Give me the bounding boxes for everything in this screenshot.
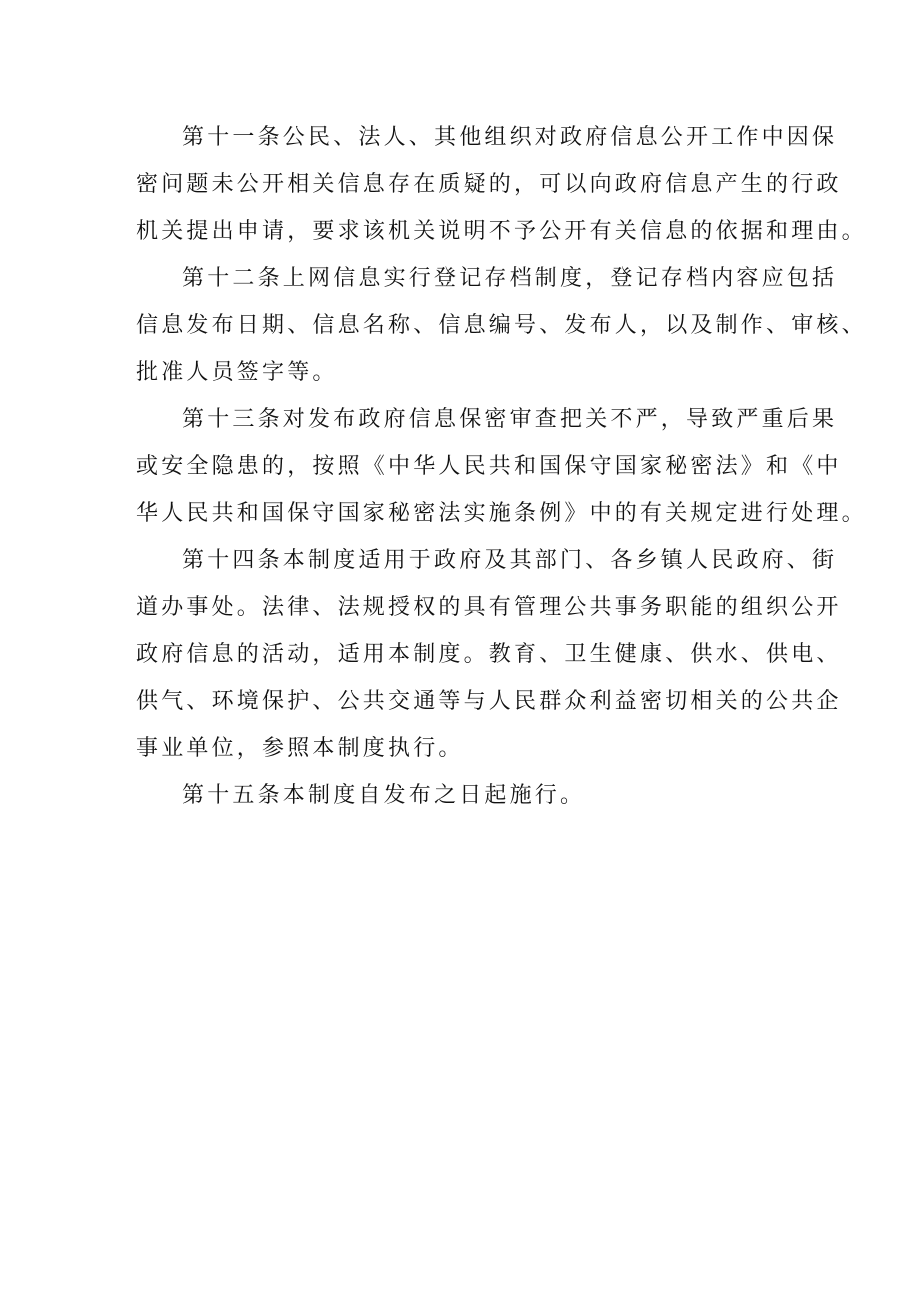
text-line: 第十五条本制度自发布之日起施行。 [182, 783, 586, 808]
text-line: 密问题未公开相关信息存在质疑的，可以向政府信息产生的行政 [136, 172, 842, 197]
paragraph-article-13 [136, 396, 867, 537]
document-body [136, 114, 867, 819]
text-line: 第十二条上网信息实行登记存档制度，登记存档内容应包括 [182, 266, 838, 291]
text-line: 华人民共和国保守国家秘密法实施条例》中的有关规定进行处理。 [136, 501, 867, 526]
text-line: 批准人员签字等。 [136, 360, 338, 385]
text-line: 第十四条本制度适用于政府及其部门、各乡镇人民政府、街 [182, 548, 838, 573]
text-line: 或安全隐患的，按照《中华人民共和国保守国家秘密法》和《中 [136, 454, 842, 479]
paragraph-article-11 [136, 114, 867, 255]
text-line: 供气、环境保护、公共交通等与人民群众利益密切相关的公共企 [136, 689, 842, 714]
paragraph-article-12 [136, 255, 867, 396]
text-line: 信息发布日期、信息名称、信息编号、发布人，以及制作、审核、 [136, 313, 867, 338]
text-line: 道办事处。法律、法规授权的具有管理公共事务职能的组织公开 [136, 595, 842, 620]
paragraph-article-15 [136, 772, 816, 819]
text-line: 事业单位，参照本制度执行。 [136, 736, 464, 761]
text-line: 第十一条公民、法人、其他组织对政府信息公开工作中因保 [182, 125, 838, 150]
text-line: 机关提出申请，要求该机关说明不予公开有关信息的依据和理由。 [136, 219, 867, 244]
text-line: 第十三条对发布政府信息保密审查把关不严，导致严重后果 [182, 407, 838, 432]
paragraph-article-14 [136, 537, 842, 772]
text-line: 政府信息的活动，适用本制度。教育、卫生健康、供水、供电、 [136, 642, 842, 667]
